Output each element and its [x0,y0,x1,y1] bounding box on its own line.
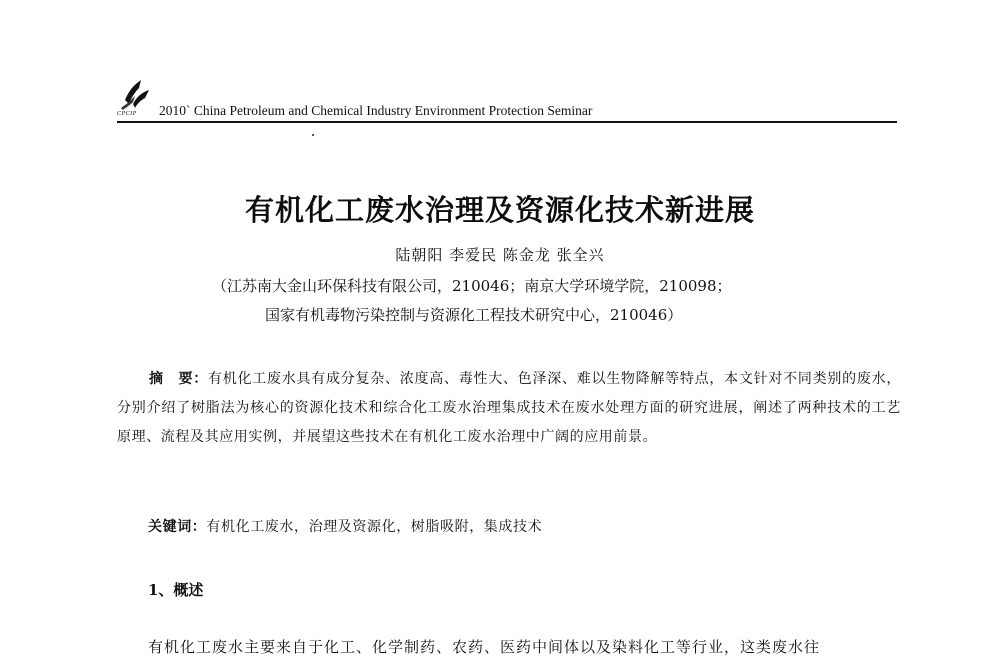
cpcip-logo [117,78,153,120]
affiliation-line-1: （江苏南大金山环保科技有限公司，210046；南京大学环境学院，210098； [212,277,732,295]
logo-caption: CPCIP [117,111,137,117]
seminar-header [117,78,897,124]
abstract-paragraph [117,365,901,452]
affiliation-line-2: 国家有机毒物污染控制与资源化工程技术研究中心，210046） [265,306,683,324]
paper-title: 有机化工废水治理及资源化技术新进展 [244,193,755,227]
abstract-text: 有机化工废水具有成分复杂、浓度高、毒性大、色泽深、难以生物降解等特点，本文针对不同类别的废水，分别介绍了树脂法为核心的资源化技术和综合化工废水治理集成技术在废水处理方面的研究进展，阐述了两种技术的工艺原理、流程及其应用实例，并展望这些技术在有机化工废水治理中广阔的应用前景。 [117,371,901,445]
paper-authors: 陆朝阳 李爱民 陈金龙 张全兴 [395,246,605,264]
abstract-label: 摘 要： [149,371,208,387]
seminar-title: 2010` China Petroleum and Chemical Industry Environment Protection Seminar [159,103,593,118]
section-1-heading: 1、概述 [148,581,204,599]
keywords-line [148,516,542,536]
keywords-label: 关键词： [148,519,207,535]
scan-speck [312,134,314,136]
section-1-first-line [148,634,900,656]
header-divider [117,121,897,123]
section-1-partial-text: 有机化工废水主要来自于化工、化学制药、农药、医药中间体以及染料化工等行业，这类废水往 [148,638,821,656]
keywords-text: 有机化工废水，治理及资源化，树脂吸附，集成技术 [206,519,543,535]
